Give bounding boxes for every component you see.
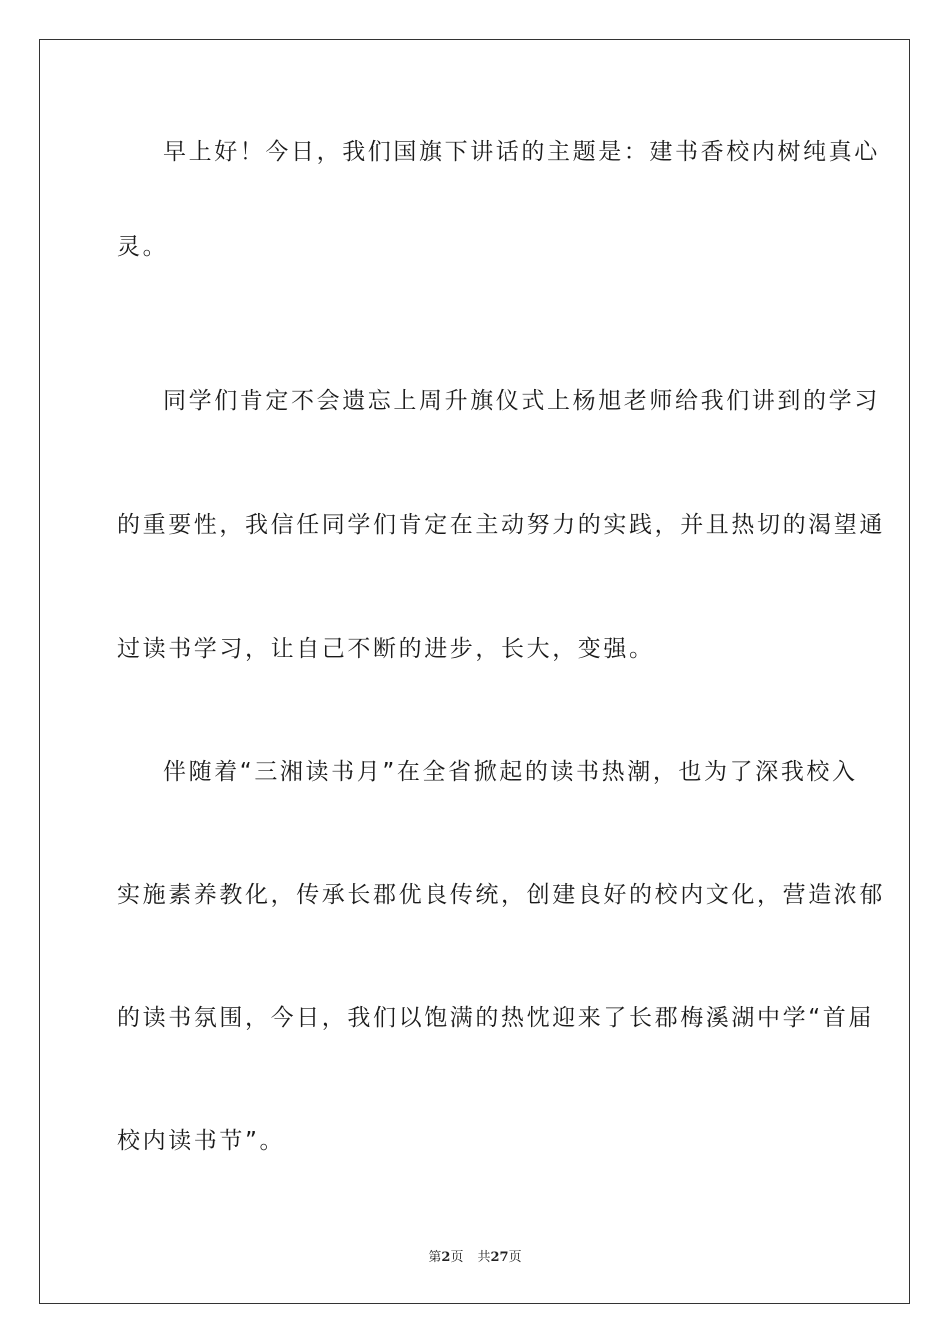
- paragraph-3-line-3: 的读书氛围，今日，我们以饱满的热忱迎来了长郡梅溪湖中学“首届: [117, 1005, 874, 1031]
- paragraph-1-line-2: 灵。: [117, 234, 169, 260]
- total-prefix: 共: [477, 1250, 491, 1265]
- paragraph-3-line-2: 实施素养教化，传承长郡优良传统，创建良好的校内文化，营造浓郁: [117, 882, 885, 908]
- page-prefix: 第: [428, 1250, 442, 1265]
- total-pages: 27: [490, 1250, 509, 1265]
- page-border: [39, 39, 910, 1304]
- total-suffix: 页: [508, 1250, 522, 1265]
- paragraph-2-line-3: 过读书学习，让自己不断的进步，长大，变强。: [117, 636, 655, 662]
- page-suffix: 页: [450, 1250, 464, 1265]
- page-footer: [0, 1246, 950, 1265]
- paragraph-3-line-1: 伴随着“三湘读书月”在全省掀起的读书热潮，也为了深我校入: [163, 759, 858, 785]
- paragraph-3-line-4: 校内读书节”。: [117, 1128, 286, 1154]
- paragraph-1-line-1: 早上好！今日，我们国旗下讲话的主题是：建书香校内树纯真心: [163, 139, 880, 165]
- paragraph-2-line-2: 的重要性，我信任同学们肯定在主动努力的实践，并且热切的渴望通: [117, 512, 885, 538]
- paragraph-2-line-1: 同学们肯定不会遗忘上周升旗仪式上杨旭老师给我们讲到的学习: [163, 388, 880, 414]
- page-number: 2: [441, 1250, 451, 1265]
